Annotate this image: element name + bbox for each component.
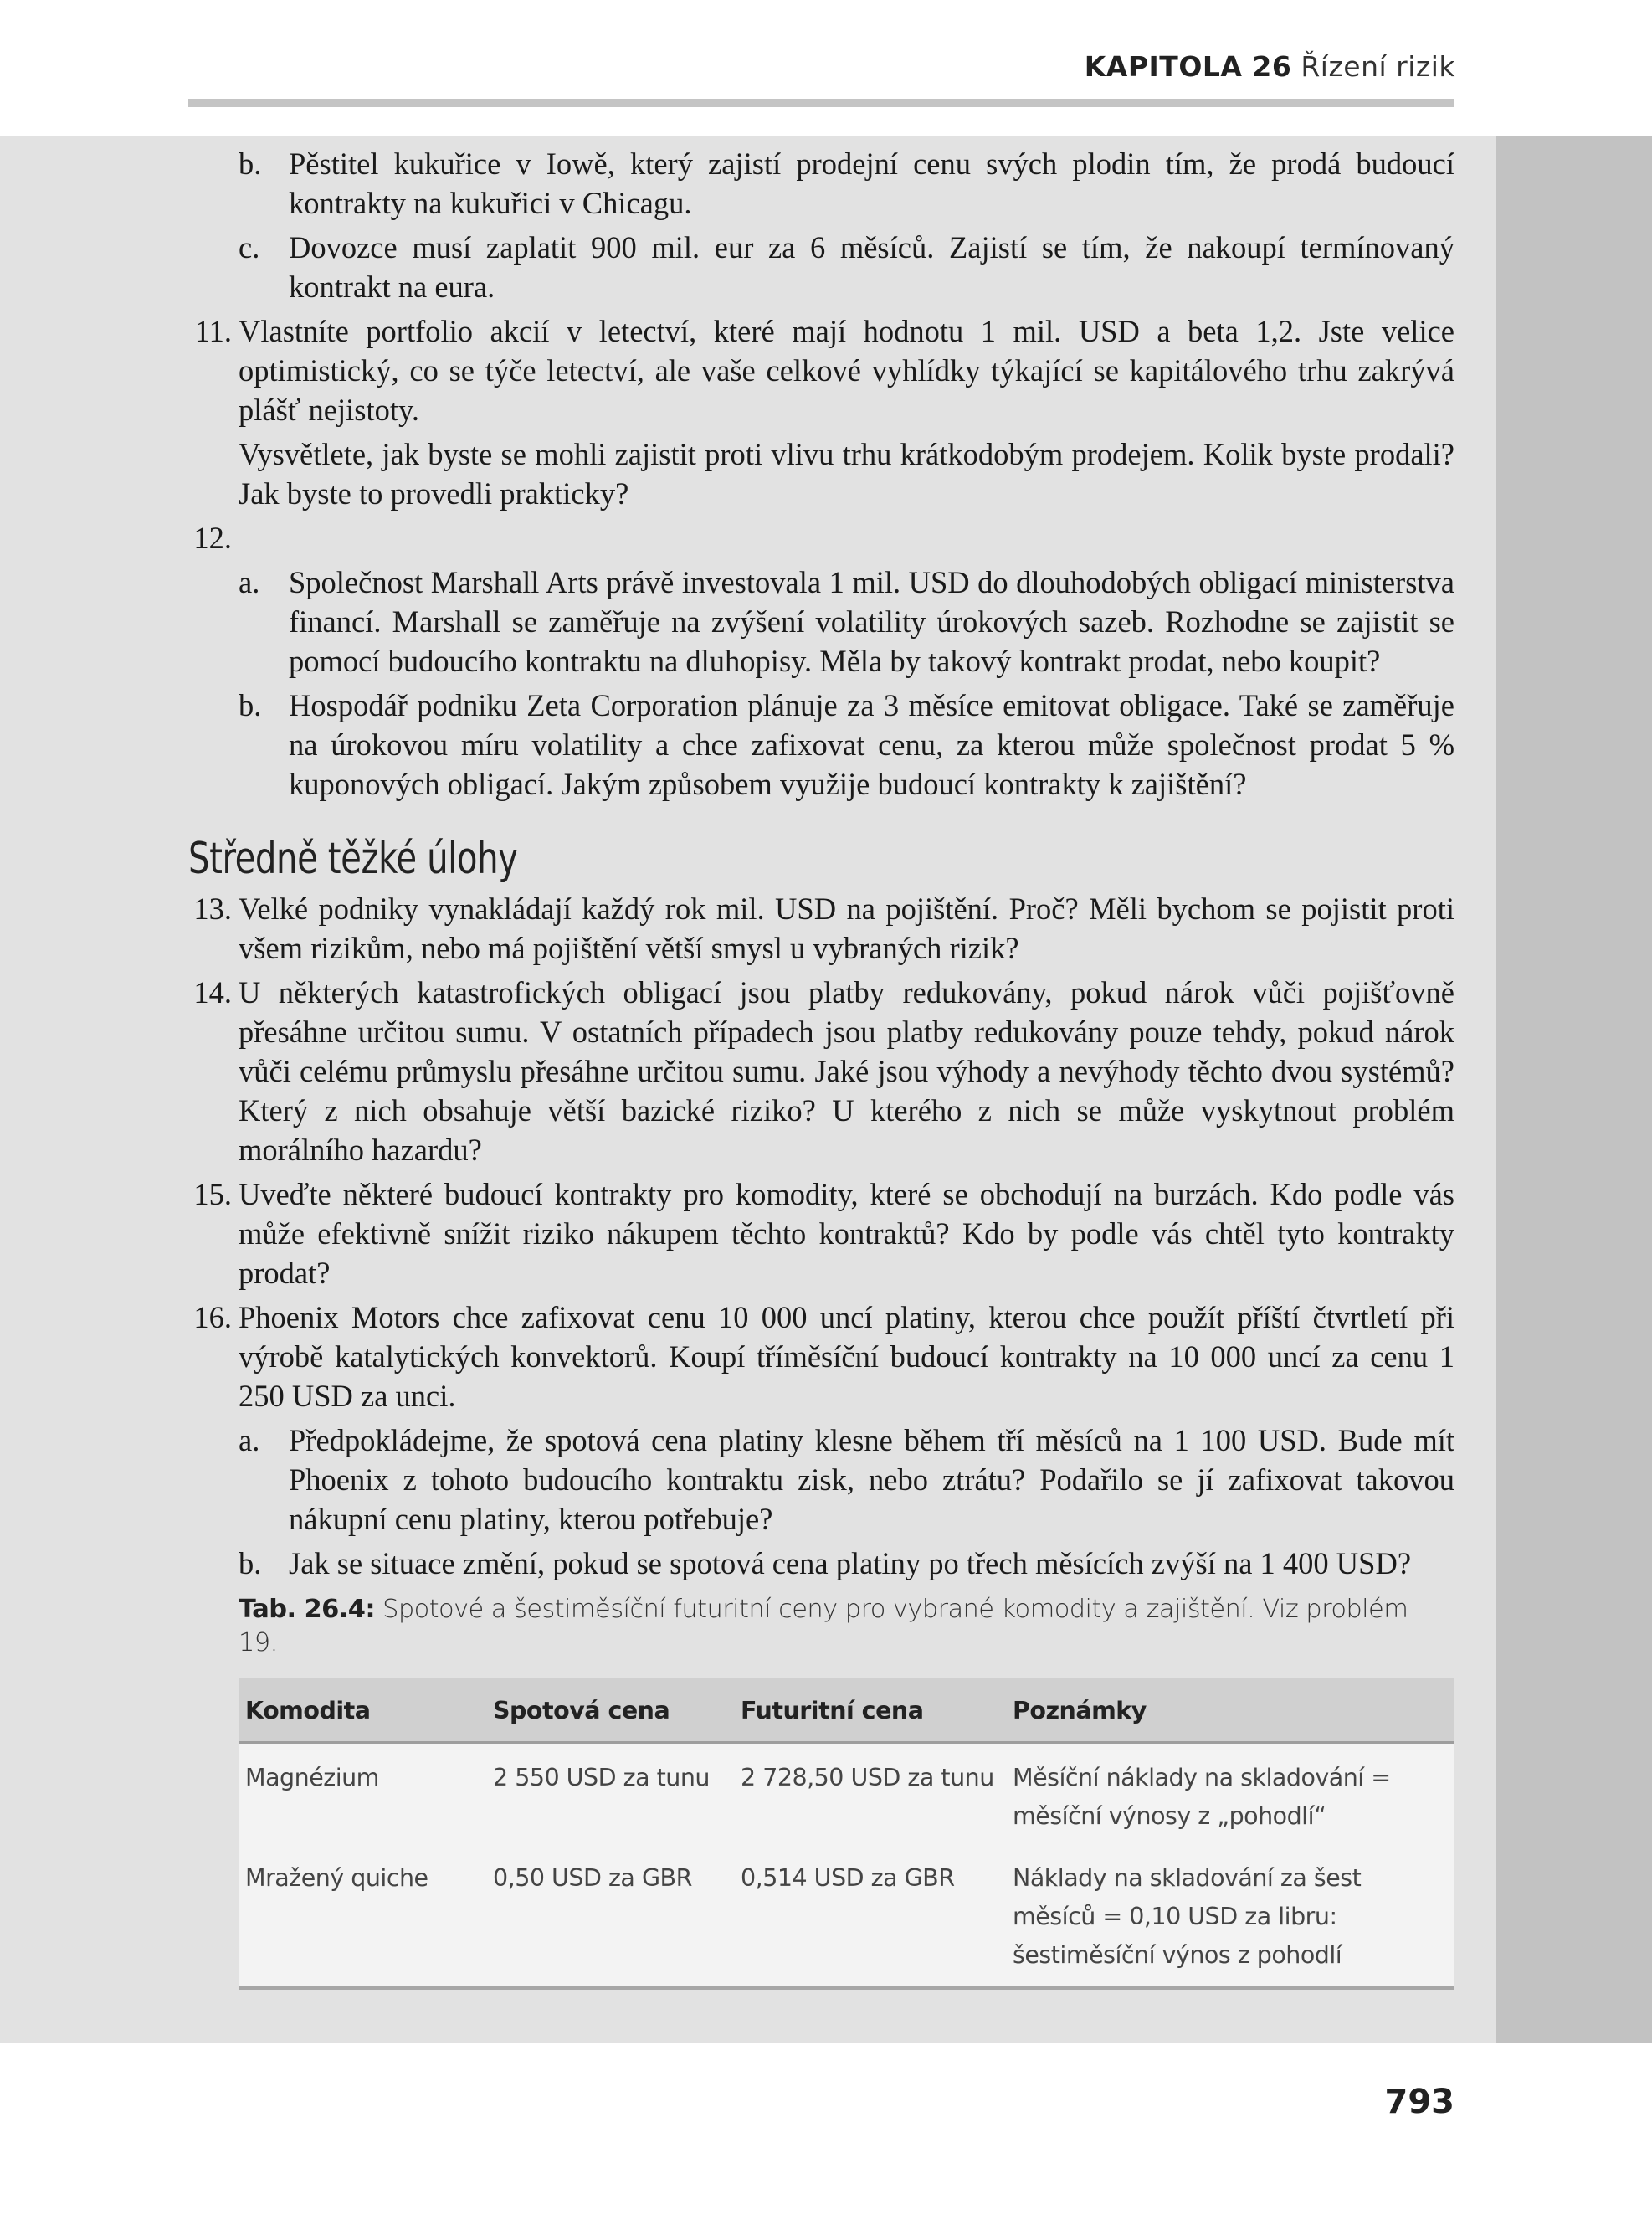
column-header: Poznámky (1006, 1678, 1454, 1743)
list-letter: b. (239, 1546, 262, 1580)
column-header: Komodita (239, 1678, 486, 1743)
header-rule (188, 99, 1454, 107)
question-14 (188, 973, 1454, 1169)
running-header (1085, 50, 1455, 83)
chapter-label: KAPITOLA 26 (1084, 50, 1292, 83)
table-cell: Mražený quiche (239, 1847, 486, 1988)
question-text: Vlastníte portfolio akcií v letectví, které mají hodnotu 1 mil. USD a beta 1,2. Jste velice optimistický, co se týče letectví, ale vaše celkové vyhlídky týkající se kapitálového trhu zakrývá plášť nejistoty. (239, 314, 1454, 427)
question-text-2: Vysvětlete, jak byste se mohli zajistit proti vlivu trhu krátkodobým prodejem. Kolik byste prodali? Jak byste to provedli prakticky? (239, 437, 1454, 511)
table-cell: Magnézium (239, 1743, 486, 1848)
exercise-content (188, 144, 1454, 1990)
question-15 (188, 1174, 1454, 1292)
list-letter: b. (239, 146, 262, 181)
question-number: 11. (194, 314, 232, 348)
table-cell: 2 728,50 USD za tunu (734, 1743, 1006, 1848)
list-text: Pěstitel kukuřice v Iowě, který zajistí prodejní cenu svých plodin tím, že prodá budoucí kontrakty na kukuřici v Chicagu. (289, 146, 1454, 220)
question-13 (188, 889, 1454, 968)
commodity-table (239, 1678, 1454, 1990)
question-text: Uveďte některé budoucí kontrakty pro komodity, které se obchodují na burzách. Kdo podle vás může efektivně snížit riziko nákupem těchto kontraktů? Kdo by podle vás chtěl tyto kontrakty prodat? (239, 1177, 1454, 1290)
section-heading: Středně těžké úlohy (188, 834, 518, 884)
page-number: 793 (1384, 2083, 1454, 2121)
table-caption (239, 1593, 1454, 1660)
list-text: Hospodář podniku Zeta Corporation plánuje za 3 měsíce emitovat obligace. Také se zaměřuje na úrokovou míru volatility a chce zafixovat cenu, za kterou může společnost prodat 5 % kuponových obligací. Jakým způsobem využije budoucí kontrakty k zajištění? (289, 688, 1454, 801)
q10-sub-c (188, 228, 1454, 306)
question-text: Phoenix Motors chce zafixovat cenu 10 000 uncí platiny, kterou chce použít příští čtvrtletí při výrobě katalytických konvektorů. Koupí tříměsíční budoucí kontrakty na 10 000 uncí za cenu 1 250 USD za unci. (239, 1300, 1454, 1413)
question-number: 13. (193, 892, 232, 926)
table-cell: Náklady na skladování za šest měsíců = 0,10 USD za libru: šestiměsíční výnos z pohodlí (1006, 1847, 1454, 1988)
list-text: Dovozce musí zaplatit 900 mil. eur za 6 měsíců. Zajistí se tím, že nakoupí termínovaný kontrakt na eura. (289, 230, 1454, 304)
q16-sub-a (188, 1421, 1454, 1539)
question-number: 15. (193, 1177, 232, 1211)
question-text: Velké podniky vynakládají každý rok mil. USD na pojištění. Proč? Měli bychom se pojistit proti všem rizikům, nebo má pojištění větší smysl u vybraných rizik? (239, 892, 1454, 965)
chapter-topic: Řízení rizik (1301, 50, 1455, 83)
side-thumb-tab (1496, 136, 1652, 2043)
table-cell: 0,514 USD za GBR (734, 1847, 1006, 1988)
table-row (239, 1743, 1454, 1848)
list-letter: a. (239, 565, 260, 599)
q10-sub-b (188, 144, 1454, 223)
question-number: 14. (193, 975, 232, 1010)
q12-sub-b (188, 686, 1454, 804)
question-12 (188, 518, 1454, 558)
list-text: Jak se situace změní, pokud se spotová cena platiny po třech měsících zvýší na 1 400 USD? (289, 1546, 1412, 1580)
list-text: Společnost Marshall Arts právě investovala 1 mil. USD do dlouhodobých obligací ministerstva financí. Marshall se zaměřuje na zvýšení volatility úrokových sazeb. Rozhodne se zajistit se pomocí budoucího kontraktu na dluhopisy. Měla by takový kontrakt prodat, nebo koupit? (289, 565, 1454, 678)
question-11 (188, 311, 1454, 513)
table-caption-text: Spotové a šestiměsíční futuritní ceny pro vybrané komodity a zajištění. Viz problém 19. (239, 1595, 1408, 1657)
question-number: 12. (193, 521, 232, 555)
table-cell: 2 550 USD za tunu (486, 1743, 734, 1848)
column-header: Futuritní cena (734, 1678, 1006, 1743)
table-header-row (239, 1678, 1454, 1743)
list-letter: c. (239, 230, 260, 265)
table-cell: Měsíční náklady na skladování = měsíční výnosy z „pohodlí“ (1006, 1743, 1454, 1848)
q16-sub-b (188, 1544, 1454, 1583)
q12-sub-a (188, 563, 1454, 681)
question-number: 16. (193, 1300, 232, 1334)
table-row (239, 1847, 1454, 1988)
question-16 (188, 1297, 1454, 1416)
list-letter: b. (239, 688, 262, 722)
table-cell: 0,50 USD za GBR (486, 1847, 734, 1988)
list-letter: a. (239, 1423, 260, 1457)
column-header: Spotová cena (486, 1678, 734, 1743)
question-text: U některých katastrofických obligací jsou platby redukovány, pokud nárok vůči pojišťovně přesáhne určitou sumu. V ostatních případech jsou platby redukovány pouze tehdy, pokud nárok vůči celému průmyslu přesáhne určitou sumu. Jaké jsou výhody a nevýhody těchto dvou systémů? Který z nich obsahuje větší bazické riziko? U kterého z nich se může vyskytnout problém morálního hazardu? (239, 975, 1454, 1167)
list-text: Předpokládejme, že spotová cena platiny klesne během tří měsíců na 1 100 USD. Bude mít Phoenix z tohoto budoucího kontraktu zisk, nebo ztrátu? Podařilo se jí zafixovat takovou nákupní cenu platiny, kterou potřebuje? (289, 1423, 1454, 1536)
table-caption-label: Tab. 26.4: (239, 1595, 375, 1624)
